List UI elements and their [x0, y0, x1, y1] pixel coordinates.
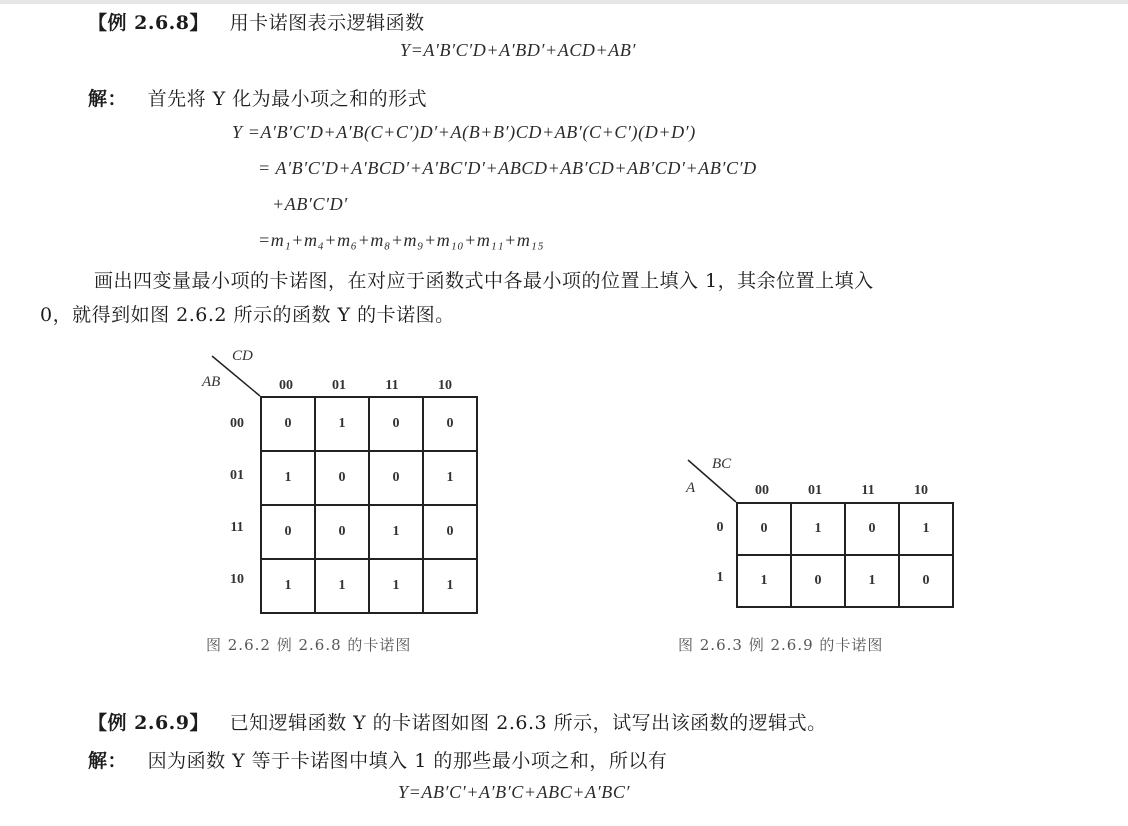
function-expression: Y=A′B′C′D+A′BD′+ACD+AB′: [400, 40, 636, 60]
kmap1-cell: 1: [261, 559, 315, 613]
kmap1-row-header: 00: [230, 416, 244, 431]
equation-line-3: +AB′C′D′: [272, 194, 348, 214]
example-number: 【例 2.6.9】: [88, 712, 210, 734]
kmap1-cell: 0: [369, 451, 423, 505]
kmap1-cell: 0: [261, 397, 315, 451]
kmap2-caption: 图 2.6.3 例 2.6.9 的卡诺图: [678, 636, 884, 654]
solution-intro-2: [88, 746, 667, 773]
kmap1-cell: 0: [315, 505, 369, 559]
example-heading-2-6-9: [88, 708, 827, 735]
kmap1-cell: 1: [369, 505, 423, 559]
kmap1-row-variable: AB: [202, 374, 221, 390]
kmap2-col-header: 01: [808, 483, 822, 498]
equation-line-2: = A′B′C′D+A′BCD′+A′BC′D′+ABCD+AB′CD+AB′CD′+AB′C′D: [258, 158, 757, 178]
kmap1-col-header: 00: [279, 378, 293, 393]
kmap1-cell: 1: [261, 451, 315, 505]
kmap2-grid: [736, 502, 954, 608]
kmap1-col-header: 01: [332, 378, 346, 393]
example-title: 用卡诺图表示逻辑函数: [229, 12, 425, 34]
equation-line-1: Y =A′B′C′D+A′B(C+C′)D′+A(B+B′)CD+AB′(C+C′)(D+D′): [232, 122, 696, 142]
kmap1-caption: 图 2.6.2 例 2.6.8 的卡诺图: [206, 636, 412, 654]
kmap1-cell: 0: [315, 451, 369, 505]
kmap2-row-header: 1: [716, 570, 724, 585]
kmap2-cell: 0: [845, 503, 899, 555]
kmap1-cell: 1: [369, 559, 423, 613]
kmap1-cell: 1: [315, 559, 369, 613]
solution-label: 解：: [88, 88, 128, 110]
kmap2-col-header: 00: [755, 483, 769, 498]
solution-text: 首先将 Y 化为最小项之和的形式: [147, 88, 428, 110]
kmap2-cell: 1: [737, 555, 791, 607]
solution-label: 解：: [88, 750, 128, 772]
kmap1-cell: 1: [315, 397, 369, 451]
kmap1-cell: 0: [369, 397, 423, 451]
kmap1-cell: 0: [423, 505, 477, 559]
kmap1-col-header: 11: [385, 378, 399, 393]
kmap1-row-header: 01: [230, 468, 244, 483]
kmap2-col-variable: BC: [712, 456, 732, 472]
kmap2-cell: 0: [737, 503, 791, 555]
kmap2-col-header: 11: [861, 483, 875, 498]
kmap2-cell: 1: [899, 503, 953, 555]
kmap2-col-header: 10: [914, 483, 928, 498]
kmap1-cell: 0: [423, 397, 477, 451]
kmap1-grid: [260, 396, 478, 614]
paragraph-line-1: 画出四变量最小项的卡诺图，在对应于函数式中各最小项的位置上填入 1，其余位置上填入: [94, 270, 874, 292]
kmap1-row-header: 11: [230, 520, 244, 535]
kmap1-cell: 0: [261, 505, 315, 559]
solution-text: 因为函数 Y 等于卡诺图中填入 1 的那些最小项之和，所以有: [147, 750, 668, 772]
kmap1-cell: 1: [423, 451, 477, 505]
example-number: 【例 2.6.8】: [88, 12, 210, 34]
kmap2-row-header: 0: [716, 520, 724, 535]
kmap1-col-variable: CD: [232, 348, 253, 364]
equation-line-4: =m₁+m₄+m₆+m₈+m₉+m₁₀+m₁₁+m₁₅: [258, 230, 545, 250]
kmap2-cell: 0: [899, 555, 953, 607]
kmap1-cell: 1: [423, 559, 477, 613]
kmap2-cell: 1: [845, 555, 899, 607]
kmap1-row-header: 10: [230, 572, 244, 587]
kmap2-cell: 1: [791, 503, 845, 555]
kmap2-cell: 0: [791, 555, 845, 607]
kmap2-row-variable: A: [686, 480, 696, 496]
paragraph-line-2: 0，就得到如图 2.6.2 所示的函数 Y 的卡诺图。: [40, 304, 455, 326]
result-expression: Y=AB′C′+A′B′C+ABC+A′BC′: [398, 782, 631, 802]
kmap1-col-header: 10: [438, 378, 452, 393]
example-title: 已知逻辑函数 Y 的卡诺图如图 2.6.3 所示，试写出该函数的逻辑式。: [229, 712, 827, 734]
